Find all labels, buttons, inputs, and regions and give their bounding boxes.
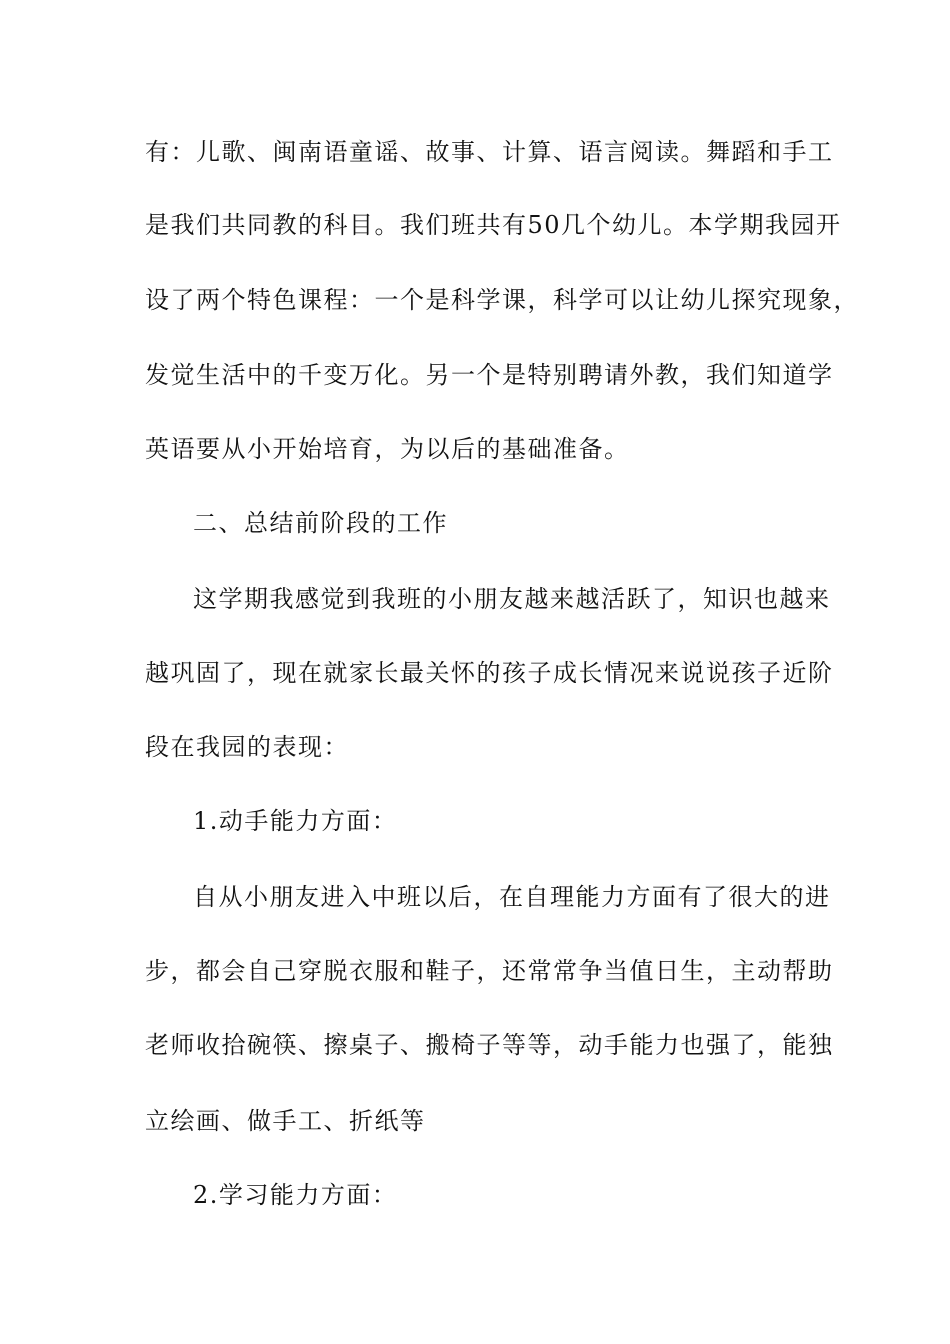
paragraph-line: 越巩固了，现在就家长最关怀的孩子成长情况来说说孩子近阶 — [145, 659, 834, 687]
paragraph-line: 是我们共同教的科目。我们班共有50几个幼儿。本学期我园开 — [145, 211, 842, 239]
section-heading: 二、总结前阶段的工作 — [193, 509, 448, 537]
paragraph-line: 这学期我感觉到我班的小朋友越来越活跃了，知识也越来 — [193, 585, 831, 613]
paragraph-line: 英语要从小开始培育，为以后的基础准备。 — [145, 435, 630, 463]
paragraph-line: 设了两个特色课程：一个是科学课，科学可以让幼儿探究现象， — [145, 286, 859, 314]
paragraph-line: 有：儿歌、闽南语童谣、故事、计算、语言阅读。舞蹈和手工 — [145, 138, 834, 166]
subsection-heading: 2.学习能力方面： — [193, 1181, 398, 1209]
paragraph-line: 自从小朋友进入中班以后，在自理能力方面有了很大的进 — [193, 883, 831, 911]
paragraph-line: 发觉生活中的千变万化。另一个是特别聘请外教，我们知道学 — [145, 361, 834, 389]
paragraph-line: 段在我园的表现： — [145, 733, 349, 761]
paragraph-line: 立绘画、做手工、折纸等 — [145, 1107, 426, 1135]
paragraph-line: 老师收拾碗筷、擦桌子、搬椅子等等，动手能力也强了，能独 — [145, 1031, 834, 1059]
paragraph-line: 步，都会自己穿脱衣服和鞋子，还常常争当值日生，主动帮助 — [145, 957, 834, 985]
subsection-heading: 1.动手能力方面： — [193, 807, 398, 835]
